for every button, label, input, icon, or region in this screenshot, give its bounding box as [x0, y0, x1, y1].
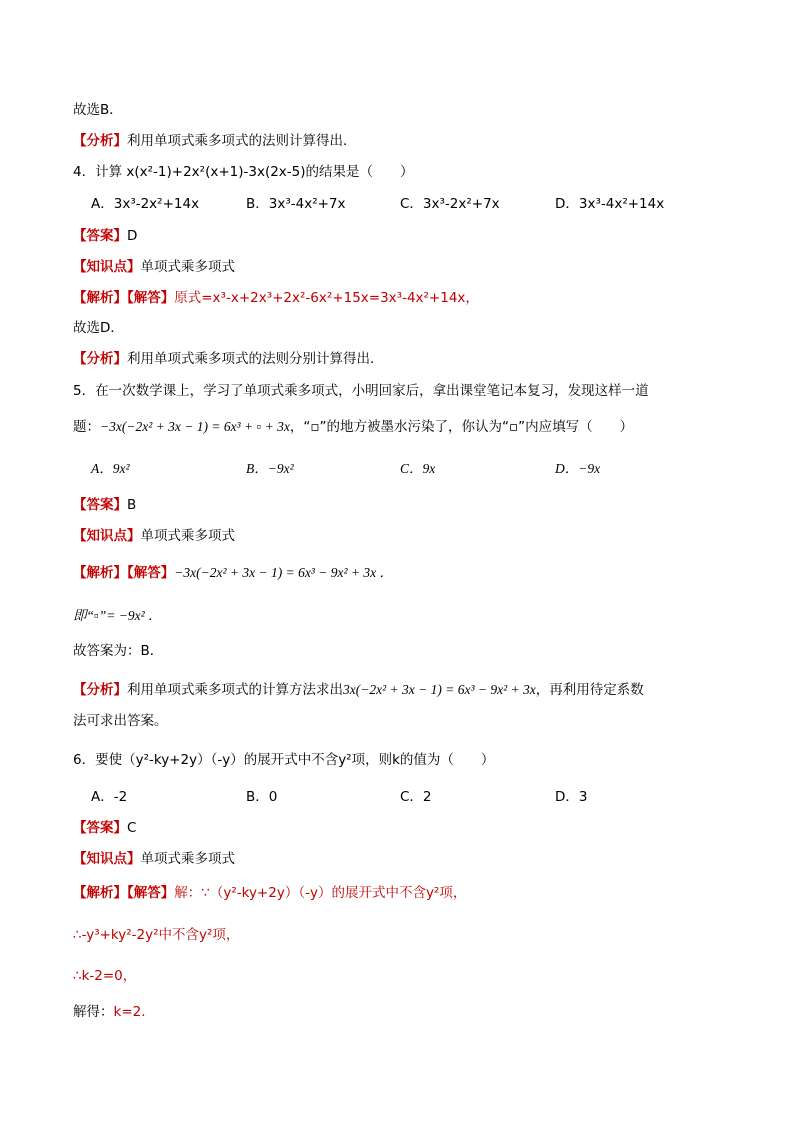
analysis-tag: 【分析】	[73, 351, 127, 367]
knowledge-tag: 【知识点】	[73, 851, 141, 867]
answer-tag: 【答案】	[73, 820, 127, 836]
answer-value: C	[127, 820, 137, 836]
q4-option-d: D．3x³-4x²+14x	[555, 196, 665, 212]
analysis-tag: 【分析】	[73, 682, 127, 698]
q6-knowledge-point	[73, 853, 235, 867]
analysis-equation: 3x(−2x² + 3x − 1) = 6x³ − 9x² + 3x	[343, 682, 536, 697]
q6-option-c: C．2	[400, 789, 432, 805]
knowledge-tag: 【知识点】	[73, 528, 141, 544]
q5-so-line: 即“▫”= −9x² ．	[73, 608, 162, 623]
answer-value: D	[127, 228, 138, 244]
q5-option-d: D．−9x	[555, 461, 601, 476]
q6-step-3	[73, 1006, 155, 1020]
q5-solution	[73, 566, 393, 581]
q6-option-a: A．-2	[91, 789, 128, 805]
q5-answer	[73, 499, 136, 513]
question-5-line-2	[73, 420, 633, 435]
knowledge-text: 单项式乘多项式	[140, 851, 235, 867]
solution-tag: 【解析】【解答】	[73, 565, 175, 581]
q6-option-d: D．3	[555, 789, 588, 805]
q6-step-2: ∴k-2=0，	[73, 968, 137, 984]
knowledge-tag: 【知识点】	[73, 259, 141, 275]
q5-stem-end: ，“▫”的地方被墨水污染了，你认为“▫”内应填写（ ）	[289, 419, 634, 435]
conclusion-line: 故选B．	[73, 102, 123, 118]
solution-text: 解：∵（y²-ky+2y）（-y）的展开式中不含y²项，	[174, 885, 467, 901]
analysis-text-end: ，再利用待定系数	[535, 682, 644, 698]
q4-option-a: A．3x³-2x²+14x	[91, 196, 200, 212]
q5-analysis	[73, 683, 644, 698]
q4-option-b: B．3x³-4x²+7x	[246, 196, 346, 212]
q4-analysis	[73, 353, 384, 367]
q5-option-b: B．−9x²	[246, 461, 294, 476]
q5-option-a: A．9x²	[91, 461, 130, 476]
solve-result: k=2．	[113, 1004, 155, 1020]
answer-tag: 【答案】	[73, 497, 127, 513]
q5-analysis-line-2: 法可求出答案。	[73, 713, 168, 729]
solution-tag: 【解析】【解答】	[73, 885, 175, 901]
analysis-text: 利用单项式乘多项式的计算方法求出	[127, 682, 343, 698]
q5-equation: −3x(−2x² + 3x − 1) = 6x³ + ▫ + 3x	[100, 419, 290, 434]
answer-tag: 【答案】	[73, 228, 127, 244]
q6-solution	[73, 887, 466, 901]
answer-value: B	[127, 497, 137, 513]
solution-text: 原式=x³-x+2x³+2x²-6x²+15x=3x³-4x²+14x，	[174, 290, 479, 306]
knowledge-text: 单项式乘多项式	[140, 528, 235, 544]
solution-tag: 【解析】【解答】	[73, 290, 175, 306]
analysis-line	[73, 135, 357, 149]
q5-option-c: C．9x	[400, 461, 436, 476]
q5-conclusion: 故答案为：B．	[73, 643, 164, 659]
q5-prefix: 题：	[73, 419, 100, 435]
solve-label: 解得：	[73, 1004, 114, 1020]
q6-option-b: B．0	[246, 789, 278, 805]
solution-equation: −3x(−2x² + 3x − 1) = 6x³ − 9x² + 3x ．	[174, 565, 393, 580]
analysis-text: 利用单项式乘多项式的法则计算得出．	[127, 133, 357, 149]
q4-conclusion: 故选D．	[73, 320, 124, 336]
knowledge-text: 单项式乘多项式	[140, 259, 235, 275]
question-6-stem: 6．要使（y²-ky+2y）（-y）的展开式中不含y²项，则k的值为（ ）	[73, 752, 495, 768]
q6-answer	[73, 822, 136, 836]
q4-knowledge-point	[73, 261, 235, 275]
q6-step-1: ∴-y³+ky²-2y²中不含y²项，	[73, 927, 240, 943]
question-5-line-1: 5．在一次数学课上，学习了单项式乘多项式，小明回家后，拿出课堂笔记本复习，发现这样一道	[73, 383, 649, 399]
question-4-stem: 4．计算 x(x²-1)+2x²(x+1)-3x(2x-5)的结果是（ ）	[73, 164, 414, 180]
analysis-tag: 【分析】	[73, 133, 127, 149]
q4-answer	[73, 230, 137, 244]
q5-knowledge-point	[73, 530, 235, 544]
analysis-text: 利用单项式乘多项式的法则分别计算得出．	[127, 351, 384, 367]
q4-option-c: C．3x³-2x²+7x	[400, 196, 500, 212]
q4-solution	[73, 292, 479, 306]
